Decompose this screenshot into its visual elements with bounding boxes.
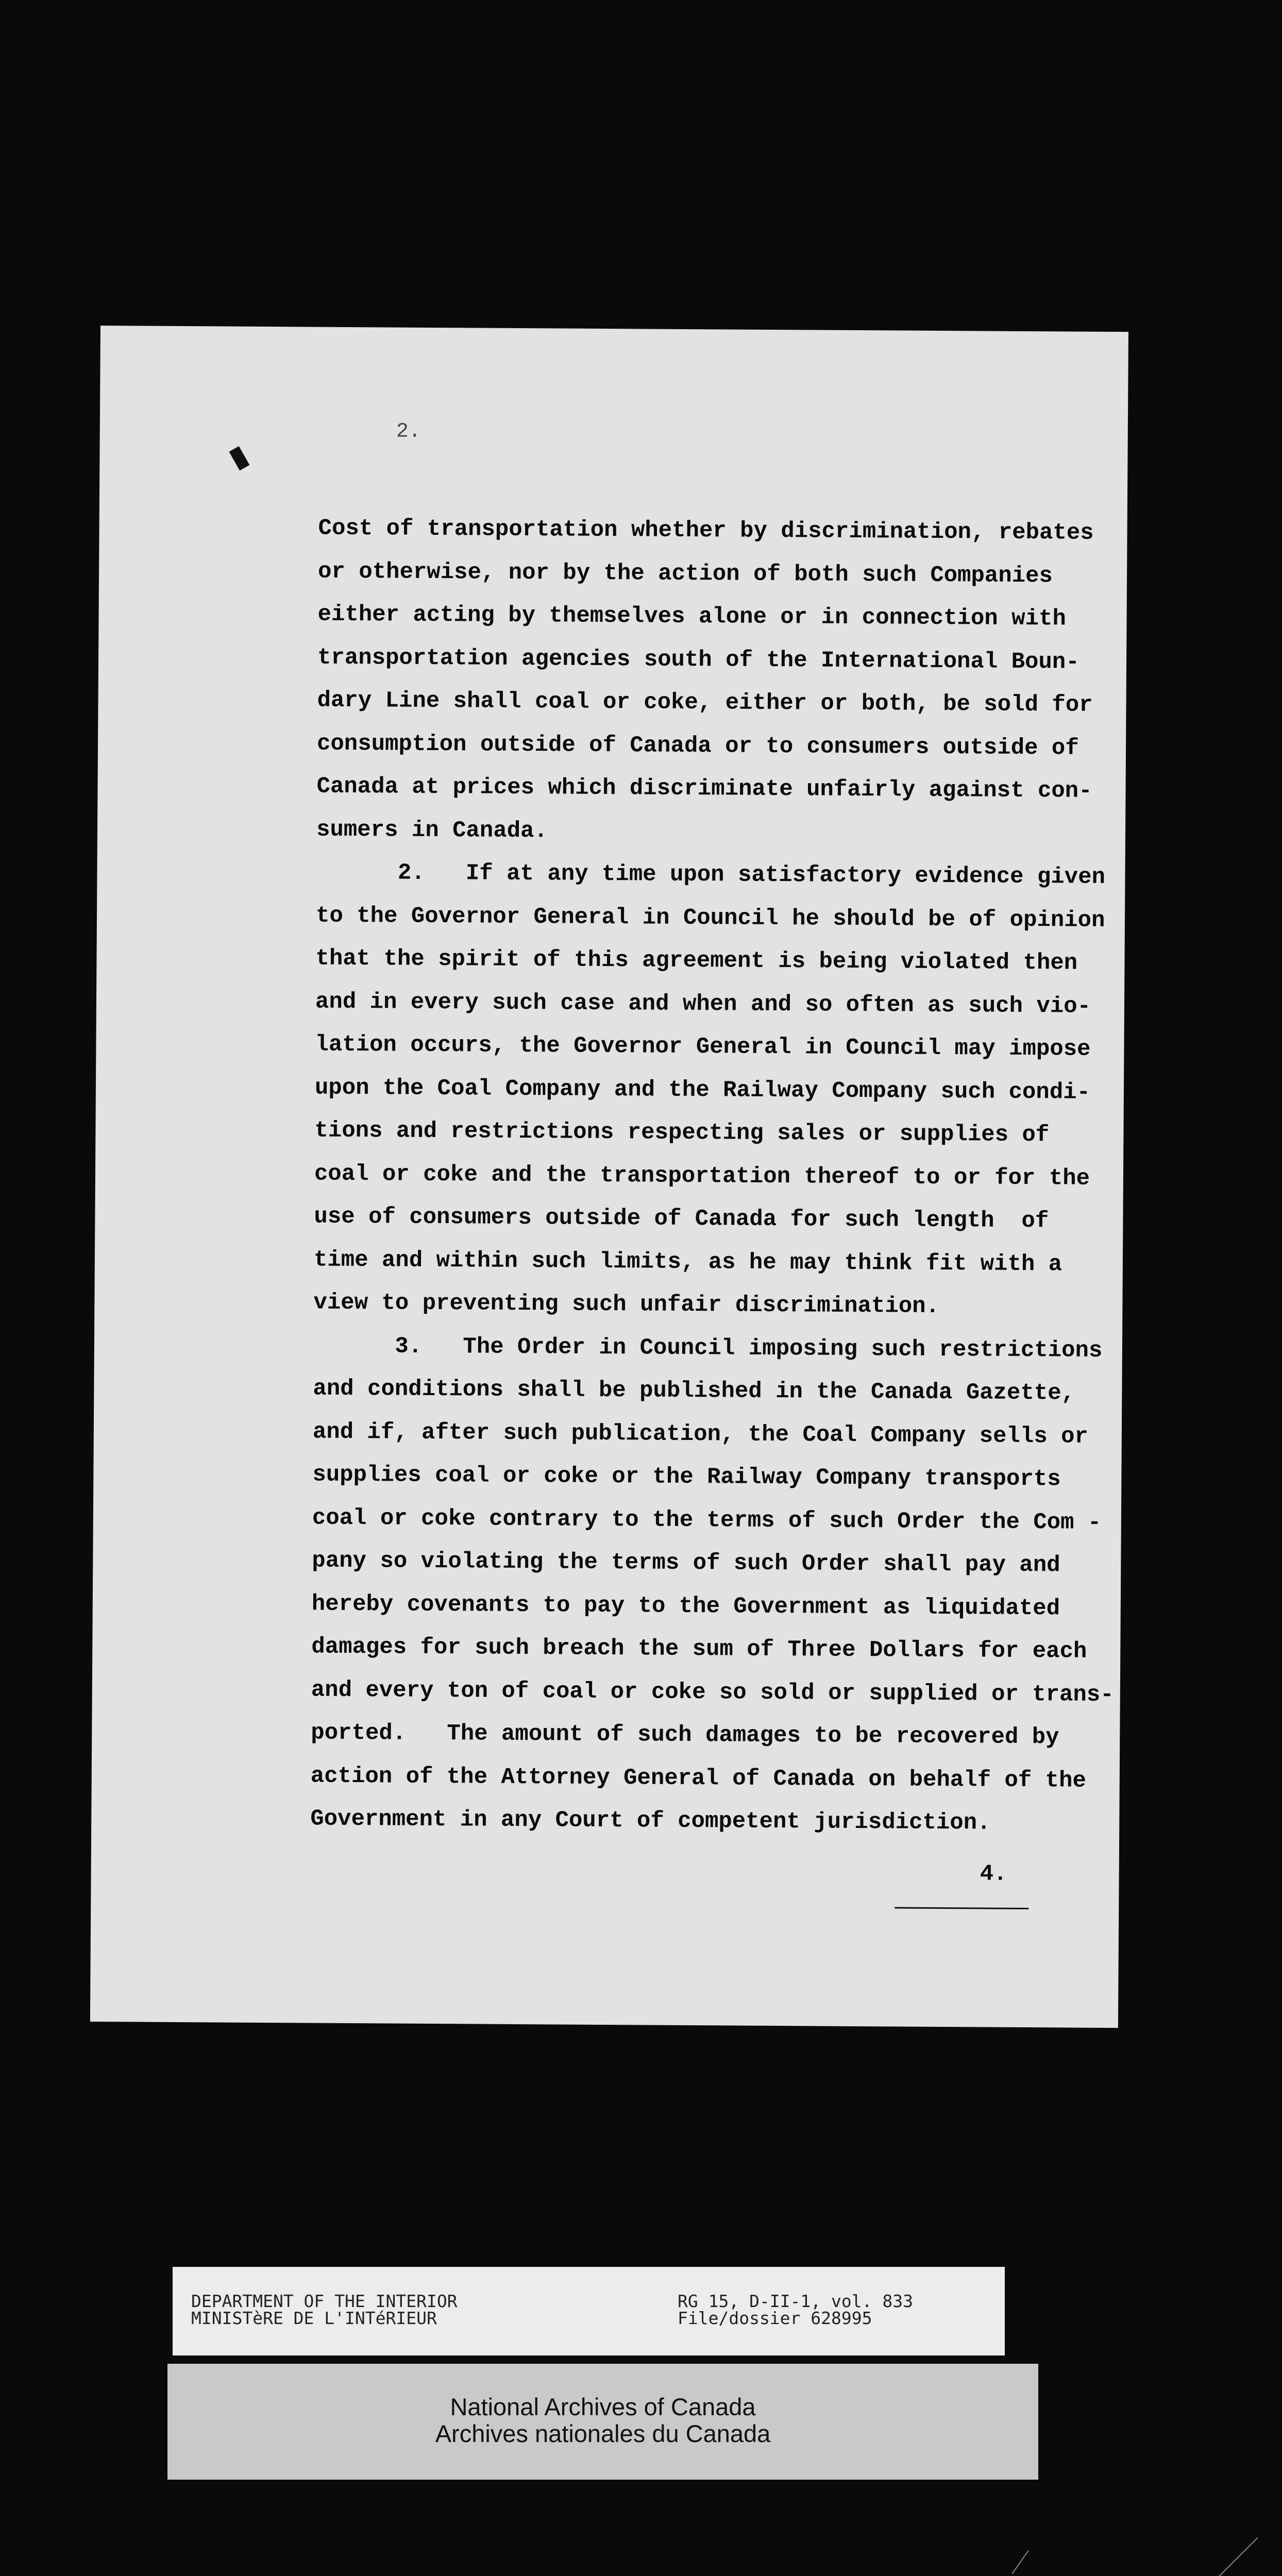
text-line: and if, after such publication, the Coal Company sells or bbox=[312, 1419, 1089, 1450]
film-scratch bbox=[1011, 2550, 1028, 2574]
document-page bbox=[90, 326, 1128, 2028]
text-line: view to preventing such unfair discrimination. bbox=[313, 1290, 940, 1319]
page-number: 2. bbox=[396, 420, 421, 444]
text-line: action of the Attorney General of Canada on behalf of the bbox=[310, 1763, 1086, 1794]
continuation-underline bbox=[895, 1907, 1028, 1909]
archive-reference-label bbox=[173, 2267, 1005, 2355]
text-line: that the spirit of this agreement is being violated then bbox=[315, 945, 1078, 976]
department-english: DEPARTMENT OF THE INTERIOR bbox=[191, 2291, 458, 2311]
text-line: Government in any Court of competent jurisdiction. bbox=[310, 1806, 991, 1836]
text-line: dary Line shall coal or coke, either or both, be sold for bbox=[317, 687, 1093, 718]
text-line: hereby covenants to pay to the Government as liquidated bbox=[311, 1591, 1060, 1621]
text-line: damages for such breach the sum of Three Dollars for each bbox=[311, 1634, 1087, 1665]
text-line: pany so violating the terms of such Order shall pay and bbox=[312, 1548, 1060, 1579]
text-line: Cost of transportation whether by discrimination, rebates bbox=[318, 515, 1094, 546]
text-line: Canada at prices which discriminate unfairly against con- bbox=[316, 773, 1092, 804]
text-line: or otherwise, nor by the action of both such Companies bbox=[317, 558, 1053, 589]
record-group-reference: RG 15, D-II-1, vol. 833 bbox=[678, 2291, 913, 2311]
text-line: time and within such limits, as he may think fit with a bbox=[313, 1247, 1062, 1277]
text-line: transportation agencies south of the International Boun- bbox=[317, 645, 1079, 675]
text-line: 2. If at any time upon satisfactory evidence given bbox=[316, 859, 1106, 890]
file-reference: File/dossier 628995 bbox=[678, 2308, 872, 2328]
text-line: and in every such case and when and so often as such vio- bbox=[315, 989, 1091, 1020]
film-scratch bbox=[1192, 2537, 1258, 2576]
text-line: and conditions shall be published in the Canada Gazette, bbox=[313, 1376, 1075, 1406]
text-line: 3. The Order in Council imposing such restrictions bbox=[313, 1333, 1103, 1364]
text-line: coal or coke and the transportation thereof to or for the bbox=[314, 1161, 1090, 1192]
department-french: MINISTèRE DE L'INTéRIEUR bbox=[191, 2308, 437, 2328]
text-line: either acting by themselves alone or in connection with bbox=[317, 601, 1066, 632]
archive-banner bbox=[167, 2364, 1038, 2480]
text-line: consumption outside of Canada or to consumers outside of bbox=[316, 731, 1079, 761]
text-line: sumers in Canada. bbox=[316, 817, 548, 844]
text-line: ported. The amount of such damages to be recovered by bbox=[311, 1720, 1059, 1751]
archive-name-english: National Archives of Canada bbox=[450, 2393, 756, 2420]
text-line: tions and restrictions respecting sales or supplies of bbox=[314, 1117, 1050, 1148]
text-line: coal or coke contrary to the terms of such Order the Com - bbox=[312, 1505, 1102, 1536]
text-line: supplies coal or coke or the Railway Company transports bbox=[312, 1462, 1061, 1493]
text-line: and every ton of coal or coke so sold or supplied or trans- bbox=[311, 1677, 1114, 1708]
ink-mark bbox=[229, 446, 249, 470]
text-line: lation occurs, the Governor General in Council may impose bbox=[315, 1031, 1091, 1062]
archive-name-french: Archives nationales du Canada bbox=[435, 2420, 771, 2447]
continuation-marker: 4. bbox=[980, 1861, 1007, 1887]
text-line: to the Governor General in Council he should be of opinion bbox=[315, 903, 1105, 934]
document-body bbox=[310, 507, 1114, 1845]
text-line: use of consumers outside of Canada for such length of bbox=[314, 1204, 1049, 1234]
text-line: upon the Coal Company and the Railway Company such condi- bbox=[314, 1075, 1091, 1106]
